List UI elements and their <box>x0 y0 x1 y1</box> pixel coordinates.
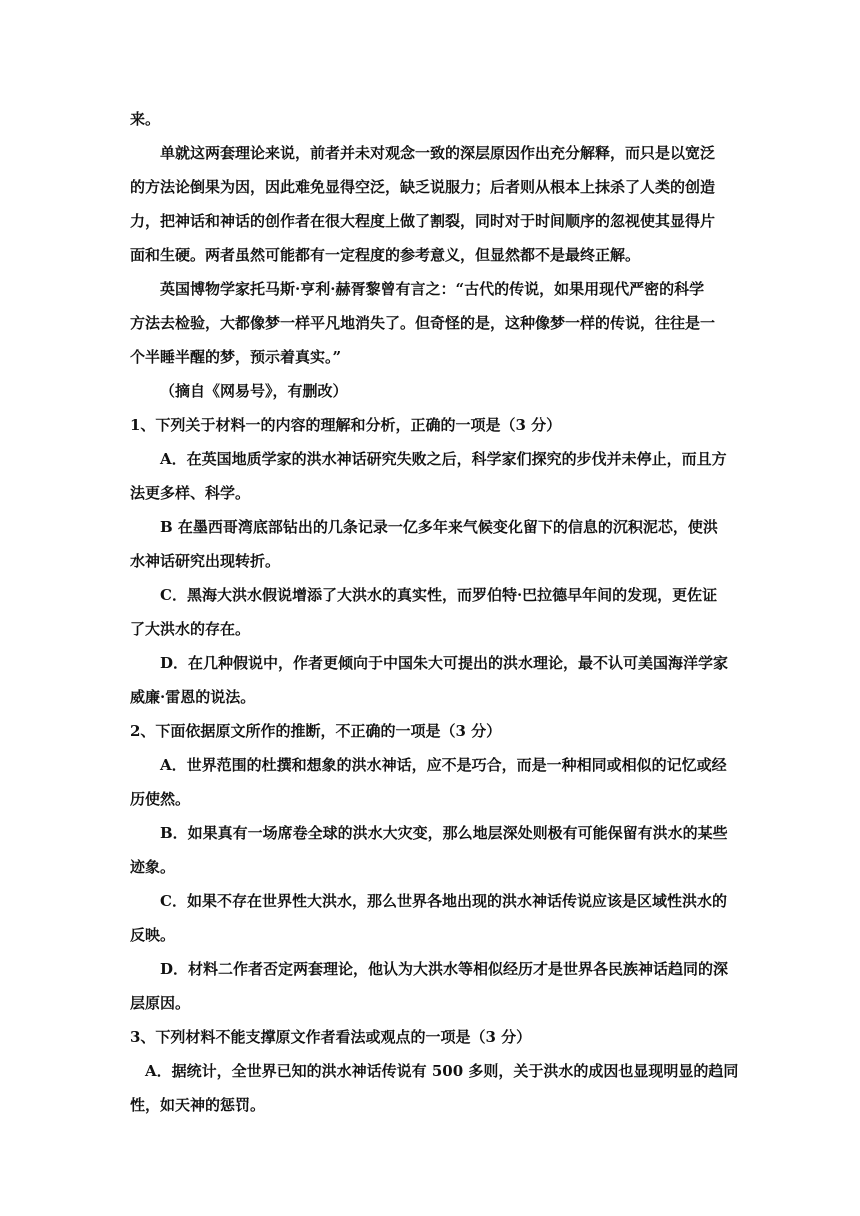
option-d-line-2: 层原因。 <box>130 994 191 1012</box>
option-a-line-1: A．世界范围的杜撰和想象的洪水神话，应不是巧合，而是一种相同或相似的记忆或经 <box>160 756 727 774</box>
option-c-line-1: C．黑海大洪水假说增添了大洪水的真实性，而罗伯特·巴拉德早年间的发现，更佐证 <box>160 586 718 604</box>
passage-line: 个半睡半醒的梦，预示着真实。” <box>130 348 342 366</box>
option-b-line-2: 迹象。 <box>130 858 176 876</box>
option-a-line-1: A．在英国地质学家的洪水神话研究失败之后，科学家们探究的步伐并未停止，而且方 <box>160 450 727 468</box>
passage-line: 面和生硬。两者虽然可能都有一定程度的参考意义，但显然都不是最终正解。 <box>130 246 641 264</box>
option-b-line-2: 水神话研究出现转折。 <box>130 552 281 570</box>
option-d-line-1: D．材料二作者否定两套理论，他认为大洪水等相似经历才是世界各民族神话趋同的深 <box>160 960 729 978</box>
question-stem: 2、下面依据原文所作的推断，不正确的一项是（3 分） <box>130 722 502 740</box>
option-d-line-1: D．在几种假说中，作者更倾向于中国朱大可提出的洪水理论，最不认可美国海洋学家 <box>160 654 729 672</box>
passage-source: （摘自《网易号》，有删改） <box>160 382 348 400</box>
option-b-line-1: B．如果真有一场席卷全球的洪水大灾变，那么地层深处则极有可能保留有洪水的某些 <box>160 824 728 842</box>
option-a-line-2: 法更多样、科学。 <box>130 484 251 502</box>
passage-line: 方法去检验，大都像梦一样平凡地消失了。但奇怪的是，这种像梦一样的传说，往往是一 <box>130 314 716 332</box>
passage-line: 力，把神话和神话的创作者在很大程度上做了割裂，同时对于时间顺序的忽视使其显得片 <box>130 212 716 230</box>
option-b-line-1: B 在墨西哥湾底部钻出的几条记录一亿多年来气候变化留下的信息的沉积泥芯，使洪 <box>160 518 718 536</box>
passage-line: 来。 <box>130 110 161 128</box>
passage-line: 英国博物学家托马斯·亨利·赫胥黎曾有言之：“古代的传说，如果用现代严密的科学 <box>160 280 705 298</box>
passage-line: 的方法论倒果为因，因此难免显得空泛，缺乏说服力；后者则从根本上抹杀了人类的创造 <box>130 178 716 196</box>
question-stem: 3、下列材料不能支撑原文作者看法或观点的一项是（3 分） <box>130 1028 532 1046</box>
option-c-line-2: 了大洪水的存在。 <box>130 620 251 638</box>
option-a-line-1: A．据统计，全世界已知的洪水神话传说有 500 多则，关于洪水的成因也显现明显的趋同 <box>145 1062 739 1080</box>
option-c-line-1: C．如果不存在世界性大洪水，那么世界各地出现的洪水神话传说应该是区域性洪水的 <box>160 892 727 910</box>
option-a-line-2: 历使然。 <box>130 790 191 808</box>
option-c-line-2: 反映。 <box>130 926 176 944</box>
option-d-line-2: 威廉·雷恩的说法。 <box>130 688 256 706</box>
question-stem: 1、下列关于材料一的内容的理解和分析，正确的一项是（3 分） <box>130 416 562 434</box>
passage-line: 单就这两套理论来说，前者并未对观念一致的深层原因作出充分解释，而只是以宽泛 <box>160 144 716 162</box>
option-a-line-2: 性，如天神的惩罚。 <box>130 1096 266 1114</box>
